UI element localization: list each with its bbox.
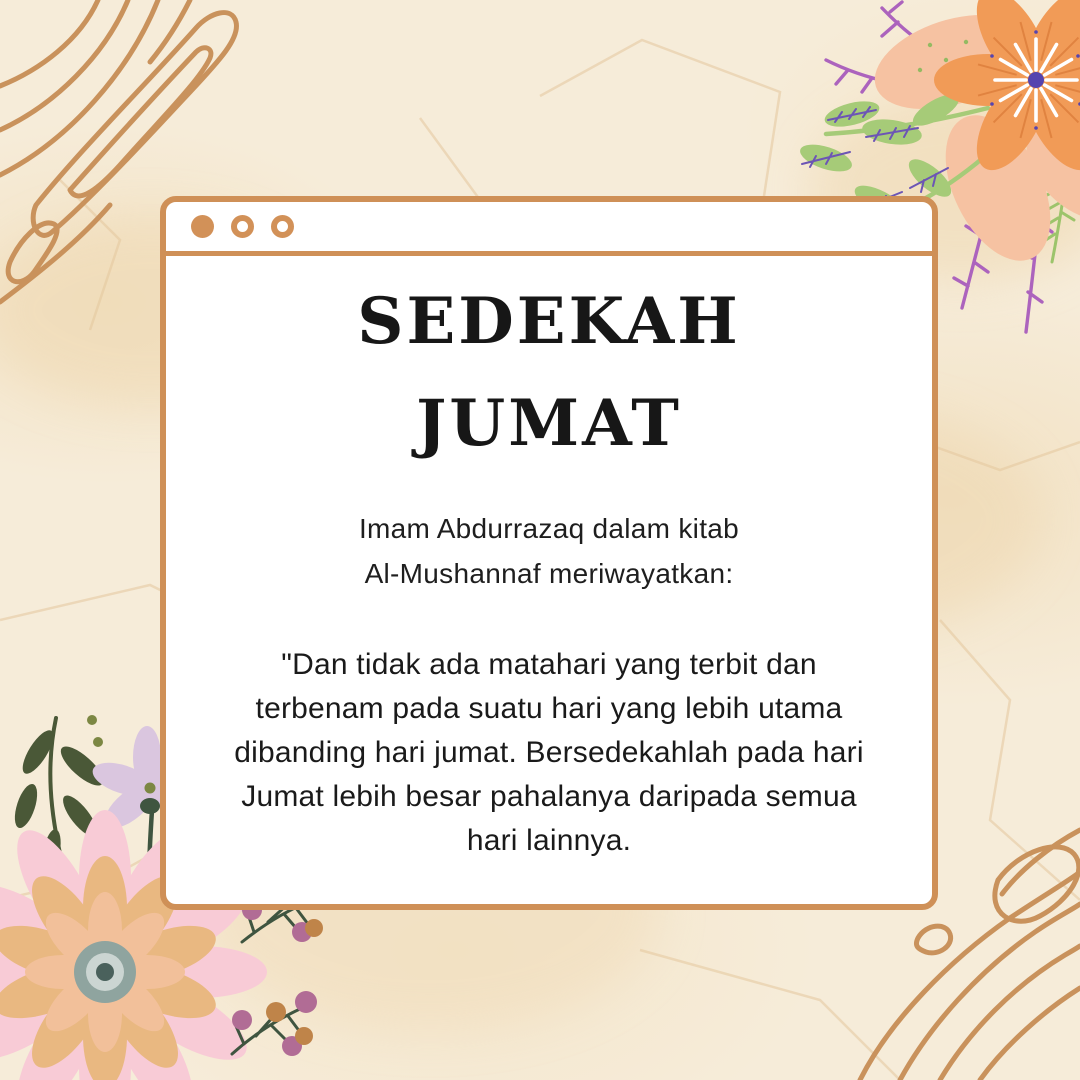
intro-text (166, 506, 932, 596)
quote-line: dibanding hari jumat. Bersedekahlah pada hari (234, 736, 864, 769)
quote-line: "Dan tidak ada matahari yang terbit dan (281, 648, 817, 681)
window-dot-outline-icon (271, 215, 294, 238)
intro-line: Al-Mushannaf meriwayatkan: (364, 558, 734, 589)
poster-title-line2: JUMAT (416, 386, 682, 461)
quote-line: Jumat lebih besar pahalanya daripada semua (241, 780, 857, 813)
window-dot-filled-icon (191, 215, 214, 238)
intro-line: Imam Abdurrazaq dalam kitab (358, 513, 740, 544)
poster-title-line1: SEDEKAH (357, 284, 741, 359)
quote-line: hari lainnya. (466, 824, 632, 857)
window-content (166, 256, 932, 863)
quote-text (166, 643, 932, 863)
quote-line: terbenam pada suatu hari yang lebih utama (255, 692, 843, 725)
window-title-bar (166, 202, 932, 256)
browser-window-card (160, 196, 938, 910)
window-dot-outline-icon (231, 215, 254, 238)
